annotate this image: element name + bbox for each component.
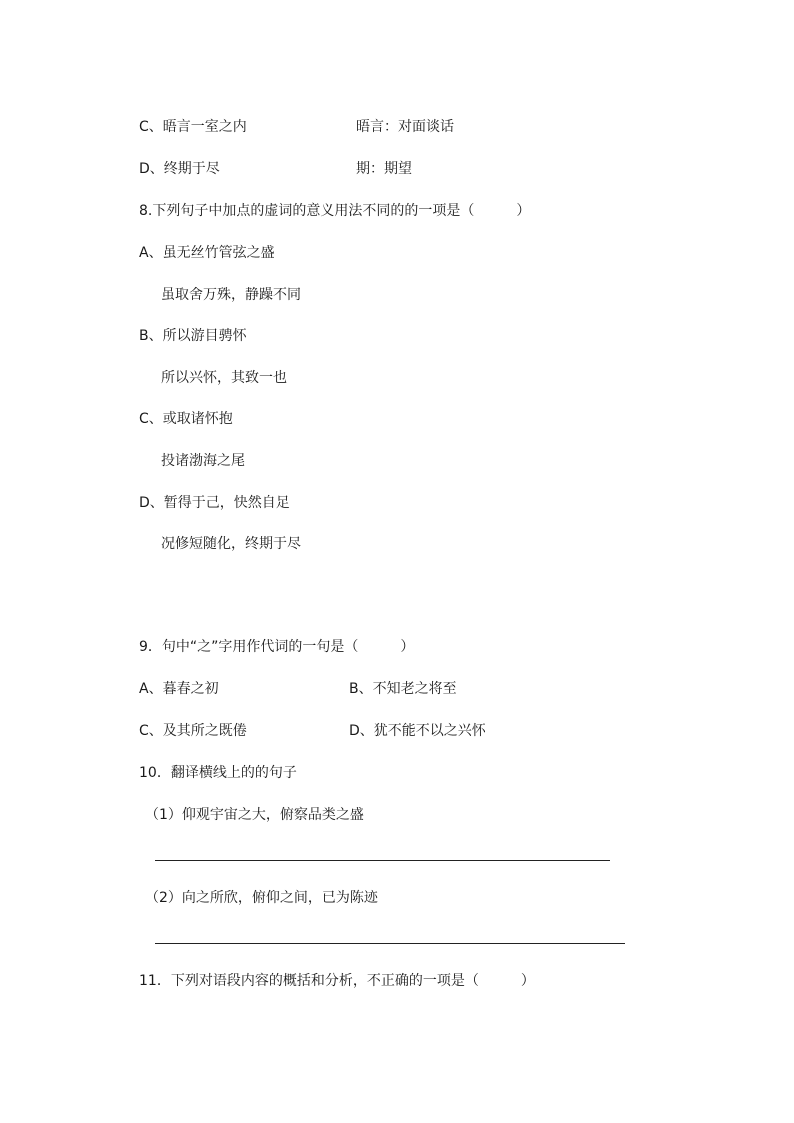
q11-stem: 11．下列对语段内容的概括和分析，不正确的一项是（ ） <box>139 973 535 989</box>
q8-option-b-line1: B、所以游目骋怀 <box>139 328 247 344</box>
q8-option-c-line2: 投诸渤海之尾 <box>161 453 245 469</box>
q10-item-2-answer-line[interactable] <box>155 943 625 944</box>
q8-option-d-line2: 况修短随化，终期于尽 <box>161 536 301 552</box>
q7-option-d-note: 期：期望 <box>356 161 412 177</box>
q9-option-a: A、暮春之初 <box>139 681 219 697</box>
q8-stem: 8.下列句子中加点的虚词的意义用法不同的的一项是（ ） <box>139 203 531 219</box>
q8-option-a-line2: 虽取舍万殊，静躁不同 <box>161 287 301 303</box>
q8-option-c-line1: C、或取诸怀抱 <box>139 411 233 427</box>
q8-option-b-line2: 所以兴怀，其致一也 <box>161 370 287 386</box>
q10-item-2: （2）向之所欣，俯仰之间，已为陈迹 <box>145 890 378 906</box>
q8-option-a-line1: A、虽无丝竹管弦之盛 <box>139 245 275 261</box>
q9-option-b: B、不知老之将至 <box>349 681 457 697</box>
q9-option-c: C、及其所之既倦 <box>139 723 247 739</box>
q7-option-c: C、晤言一室之内 <box>139 119 247 135</box>
q7-option-d: D、终期于尽 <box>139 161 220 177</box>
q8-option-d-line1: D、暂得于己，快然自足 <box>139 495 290 511</box>
q10-stem: 10．翻译横线上的的句子 <box>139 765 297 781</box>
q7-option-c-note: 晤言：对面谈话 <box>356 119 454 135</box>
q9-stem: 9．句中“之”字用作代词的一句是（ ） <box>139 639 415 655</box>
q10-item-1: （1）仰观宇宙之大，俯察品类之盛 <box>145 807 364 823</box>
q9-option-d: D、犹不能不以之兴怀 <box>349 723 486 739</box>
q10-item-1-answer-line[interactable] <box>155 860 610 861</box>
